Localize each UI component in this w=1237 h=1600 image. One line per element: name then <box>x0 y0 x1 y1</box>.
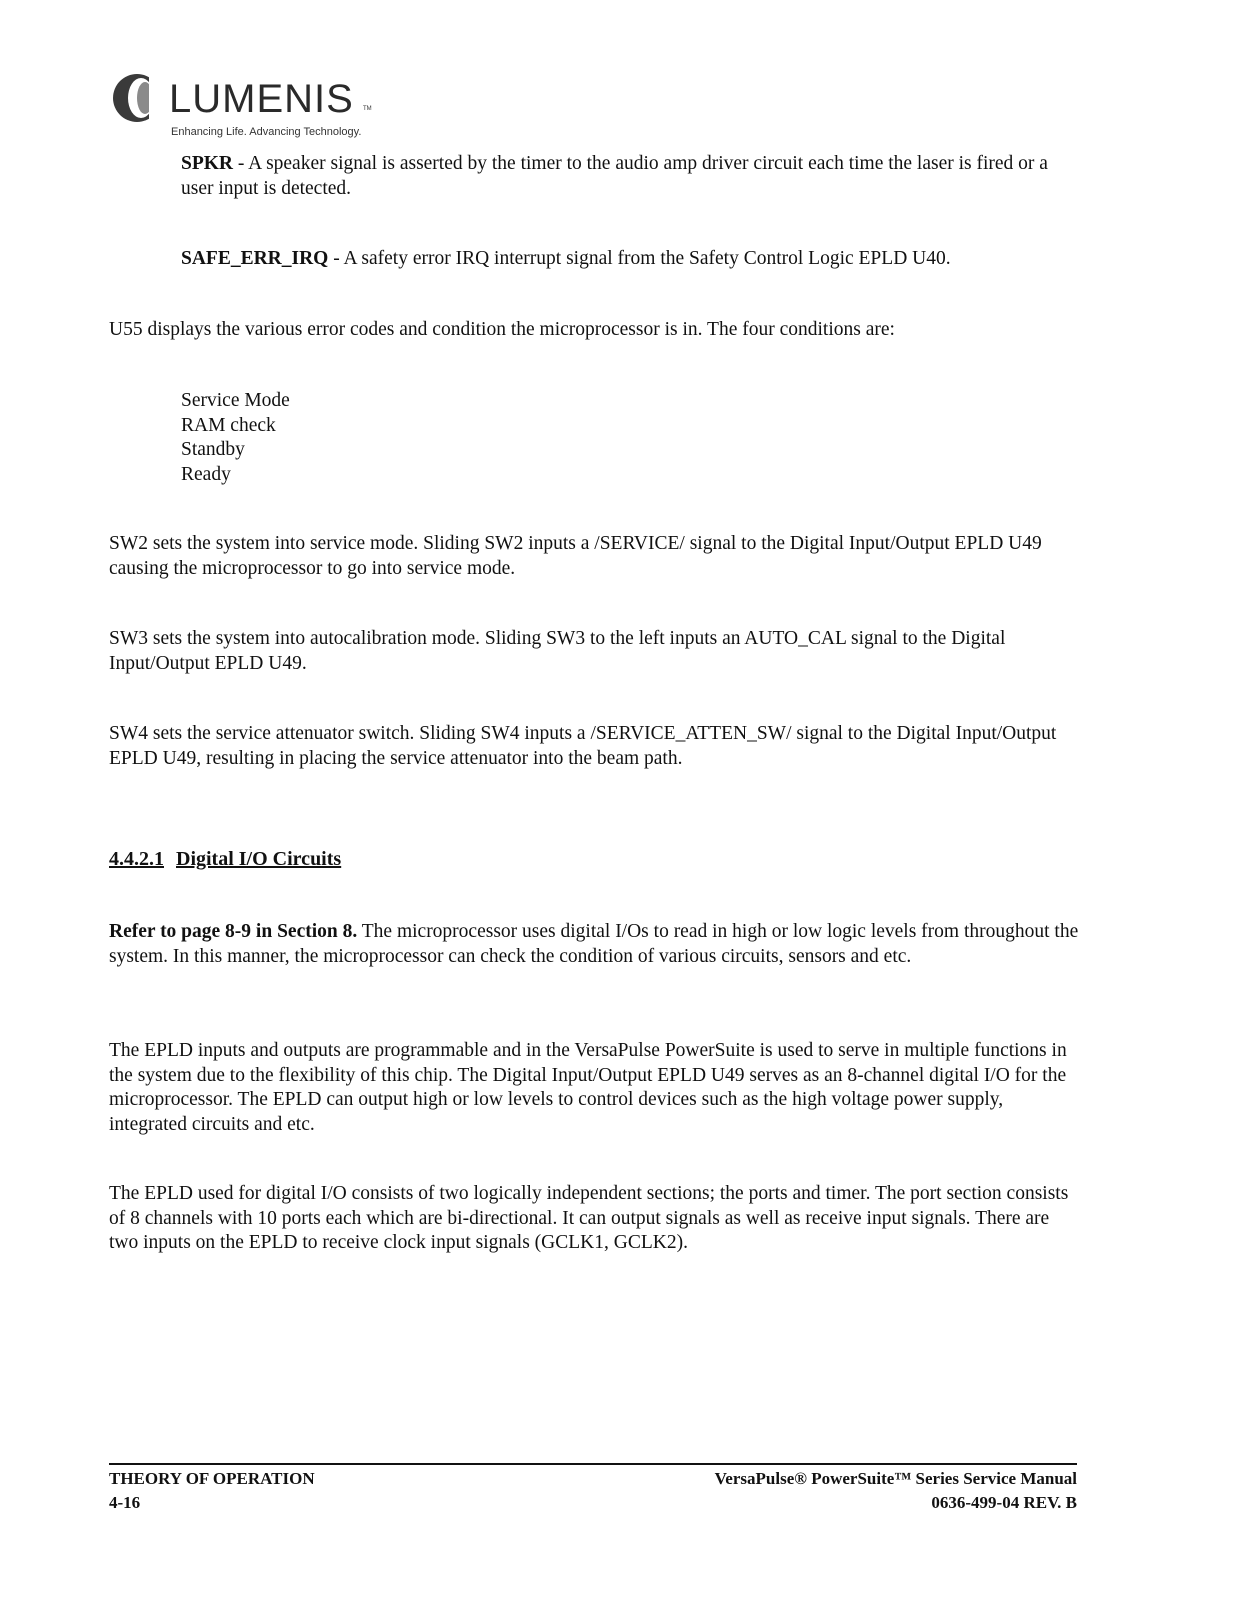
sw3-paragraph: SW3 sets the system into autocalibration mode. Sliding SW3 to the left inputs an AUTO_CAL signal to the Digital Input/Output EPLD U49. <box>109 628 1006 674</box>
digital-io-text: The microprocessor uses digital I/Os to read in high or low logic levels from throughout the system. In this manner, the microprocessor can check the condition of various circuits, sensors and etc. <box>109 921 1079 967</box>
footer-divider <box>109 1463 1077 1465</box>
section-title: Digital I/O Circuits <box>176 848 342 870</box>
logo-tagline: Enhancing Life. Advancing Technology. <box>171 126 362 138</box>
signal-name: SAFE_ERR_IRQ <box>181 248 329 269</box>
lumenis-logo <box>111 72 381 144</box>
footer-page-number: 4-16 <box>109 1493 141 1512</box>
lumenis-logo-icon <box>111 72 163 124</box>
section-heading <box>109 848 341 871</box>
digital-io-paragraph <box>109 920 1079 969</box>
logo-trademark: TM <box>363 106 372 112</box>
footer-document-number: 0636-499-04 REV. B <box>931 1493 1077 1512</box>
signal-spkr <box>181 152 1081 201</box>
list-item: Ready <box>181 463 231 485</box>
sw4-paragraph: SW4 sets the service attenuator switch. Sliding SW4 inputs a /SERVICE_ATTEN_SW/ signal to the Digital Input/Output EPLD U49, resulting in placing the service attenuator into the beam path. <box>109 723 1057 769</box>
signal-safe-err-irq <box>181 247 1081 272</box>
page-reference: Refer to page 8-9 in Section 8. <box>109 921 358 942</box>
epld-paragraph-1: The EPLD inputs and outputs are programmable and in the VersaPulse PowerSuite is used to serve in multiple functions in the system due to the flexibility of this chip. The Digital Input/Output EPLD U49 serves as an 8-channel digital I/O for the microprocessor. The EPLD can output high or low levels to control devices such as the high voltage power supply, integrated circuits and etc. <box>109 1040 1067 1135</box>
footer-manual-title: VersaPulse® PowerSuite™ Series Service Manual <box>714 1469 1077 1488</box>
list-item: RAM check <box>181 414 276 436</box>
footer-section-title: THEORY OF OPERATION <box>109 1469 315 1488</box>
list-item: Service Mode <box>181 390 290 411</box>
conditions-list <box>181 389 1081 487</box>
logo-wordmark: LUMENIS <box>169 77 354 121</box>
sw2-paragraph: SW2 sets the system into service mode. Sliding SW2 inputs a /SERVICE/ signal to the Digital Input/Output EPLD U49 causing the microprocessor to go into service mode. <box>109 533 1042 579</box>
list-item: Standby <box>181 439 245 460</box>
section-number: 4.4.2.1 <box>109 848 164 870</box>
signal-description: - A safety error IRQ interrupt signal from the Safety Control Logic EPLD U40. <box>328 248 951 269</box>
u55-intro-paragraph: U55 displays the various error codes and condition the microprocessor is in. The four conditions are: <box>109 319 895 340</box>
signal-description: - A speaker signal is asserted by the timer to the audio amp driver circuit each time the laser is fired or a user input is detected. <box>181 153 1048 199</box>
signal-name: SPKR <box>181 153 234 174</box>
epld-paragraph-2: The EPLD used for digital I/O consists of two logically independent sections; the ports and timer. The port section consists of 8 channels with 10 ports each which are bi-directional. It can output signals as well as receive input signals. There are two inputs on the EPLD to receive clock input signals (GCLK1, GCLK2). <box>109 1183 1069 1253</box>
